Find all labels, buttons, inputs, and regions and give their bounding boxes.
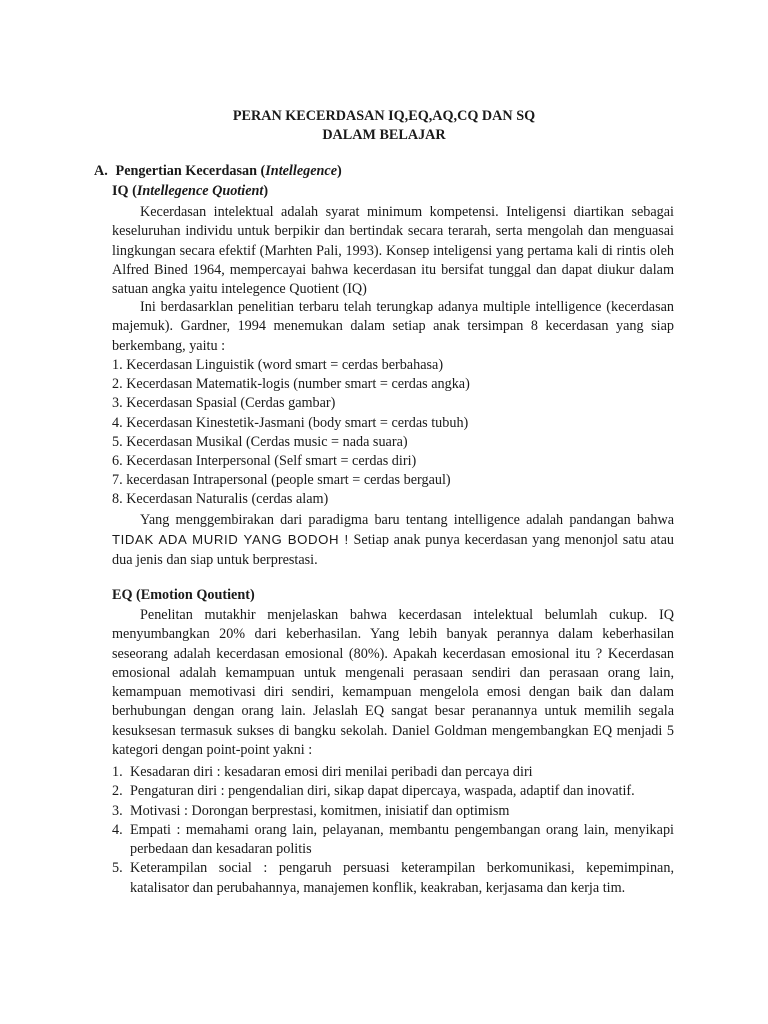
list-item: 3. Kecerdasan Spasial (Cerdas gambar) <box>112 395 336 412</box>
list-item <box>112 859 674 898</box>
eq-heading: EQ (Emotion Qoutient) <box>112 587 255 603</box>
list-item: 1. Kecerdasan Linguistik (word smart = cerdas berbahasa) <box>112 357 444 373</box>
list-item-number: 3. <box>112 802 123 819</box>
list-item-text: Kesadaran diri : kesadaran emosi diri menilai peribadi dan percaya diri <box>130 764 533 780</box>
list-item <box>112 821 674 860</box>
section-a-number: A. <box>94 163 108 179</box>
list-item: 8. Kecerdasan Naturalis (cerdas alam) <box>112 491 329 508</box>
iq-paragraph-2-text: Ini berdasarklan penelitian terbaru telah terungkap adanya multiple intelligence (kecerdasan majemuk). Gardner, 1994 menemukan dalam setiap anak tersimpan 8 kecerdasan yang siap berkembang, yaitu : <box>112 299 674 354</box>
iq-paragraph-2 <box>112 298 674 356</box>
list-item-number: 4. <box>112 821 123 838</box>
iq-paragraph-3 <box>112 511 674 570</box>
eq-paragraph-1 <box>112 606 674 760</box>
iq-paragraph-3-text-c: Setiap anak punya kecerdasan yang menonjol satu atau dua jenis dan siap untuk berprestasi. <box>112 532 674 568</box>
list-item-text: Motivasi : Dorongan berprestasi, komitmen, inisiatif dan optimism <box>130 802 510 819</box>
section-a-label: Pengertian Kecerdasan ( <box>115 163 266 179</box>
list-item: 5. Kecerdasan Musikal (Cerdas music = nada suara) <box>112 433 408 450</box>
list-item: 7. kecerdasan Intrapersonal (people smart = cerdas bergaul) <box>112 472 451 489</box>
document-title-line-1: PERAN KECERDASAN IQ,EQ,AQ,CQ DAN SQ <box>232 108 536 124</box>
iq-heading-italic: Intellegence Quotient <box>136 183 264 199</box>
list-item <box>112 802 674 821</box>
multiple-intelligence-list <box>112 356 674 510</box>
eq-category-list <box>112 763 674 898</box>
list-item: 2. Kecerdasan Matematik-logis (number smart = cerdas angka) <box>112 376 470 393</box>
list-item <box>112 782 674 801</box>
iq-paragraph-1-text: Kecerdasan intelektual adalah syarat minimum kompetensi. Inteligensi diartikan sebagai keseluruhan individu untuk berpikir dan bertindak secara terarah, serta mengolah dan menguasai lingkungan secara efektif (Marhten Pali, 1993). Konsep inteligensi yang pertama kali di rintis oleh Alfred Bined 1964, mempercayai bahwa kecerdasan itu bersifat tunggal dan dapat diukur dalam satuan angka yaitu intelegence Quotient (IQ) <box>112 204 674 298</box>
list-item: 4. Kecerdasan Kinestetik-Jasmani (body smart = cerdas tubuh) <box>112 414 469 431</box>
document-title-line-2: DALAM BELAJAR <box>322 127 446 143</box>
list-item-text: Keterampilan social : pengaruh persuasi keterampilan berkomunikasi, kepemimpinan, katalisator dan perubahannya, manajemen konflik, keakraban, kerjasama dan kerja tim. <box>130 860 674 896</box>
iq-paragraph-3-text-a: Yang menggembirakan dari paradigma baru tentang intelligence adalah pandangan bahwa <box>140 512 674 528</box>
list-item-number: 2. <box>112 783 123 800</box>
section-a-label-close: ) <box>337 163 342 179</box>
list-item: 6. Kecerdasan Interpersonal (Self smart = cerdas diri) <box>112 453 417 470</box>
iq-paragraph-3-emphasis: TIDAK ADA MURID YANG BODOH ! <box>112 532 349 548</box>
list-item-number: 1. <box>112 764 123 780</box>
list-item-number: 5. <box>112 860 123 877</box>
iq-heading-close: ) <box>263 183 269 199</box>
section-a-label-italic: Intellegence <box>265 163 337 179</box>
iq-paragraph-1 <box>112 203 674 299</box>
list-item-text: Empati : memahami orang lain, pelayanan, membantu pengembangan orang lain, menyikapi perbedaan dan kesadaran politis <box>130 821 674 858</box>
section-a-heading <box>94 163 342 180</box>
list-item-text: Pengaturan diri : pengendalian diri, sikap dapat dipercaya, waspada, adaptif dan inovatif. <box>130 783 635 800</box>
eq-paragraph-1-text: Penelitan mutakhir menjelaskan bahwa kecerdasan intelektual belumlah cukup. IQ menyumbangkan 20% dari keberhasilan. Yang lebih banyak perannya dalam keberhasilan seseorang adalah kecerdasan emosional (80%). Apakah kecerdasan emosional itu ? Kecerdasan emosional adalah kemampuan untuk mengenali perasaan sendiri dan perasaan orang lain, kemampuan memotivasi diri sendiri, kemampuan mengelola emosi dengan baik dan dalam berhubungan dengan orang lain. Jelaslah EQ sangat besar peranannya untuk memilih segala kesuksesan termasuk sukses di bangku sekolah. Daniel Goldman mengembangkan EQ menjadi 5 kategori dengan point-point yakni : <box>112 607 674 759</box>
iq-heading-text: IQ ( <box>112 183 137 199</box>
list-item <box>112 763 674 782</box>
iq-heading <box>112 183 268 200</box>
